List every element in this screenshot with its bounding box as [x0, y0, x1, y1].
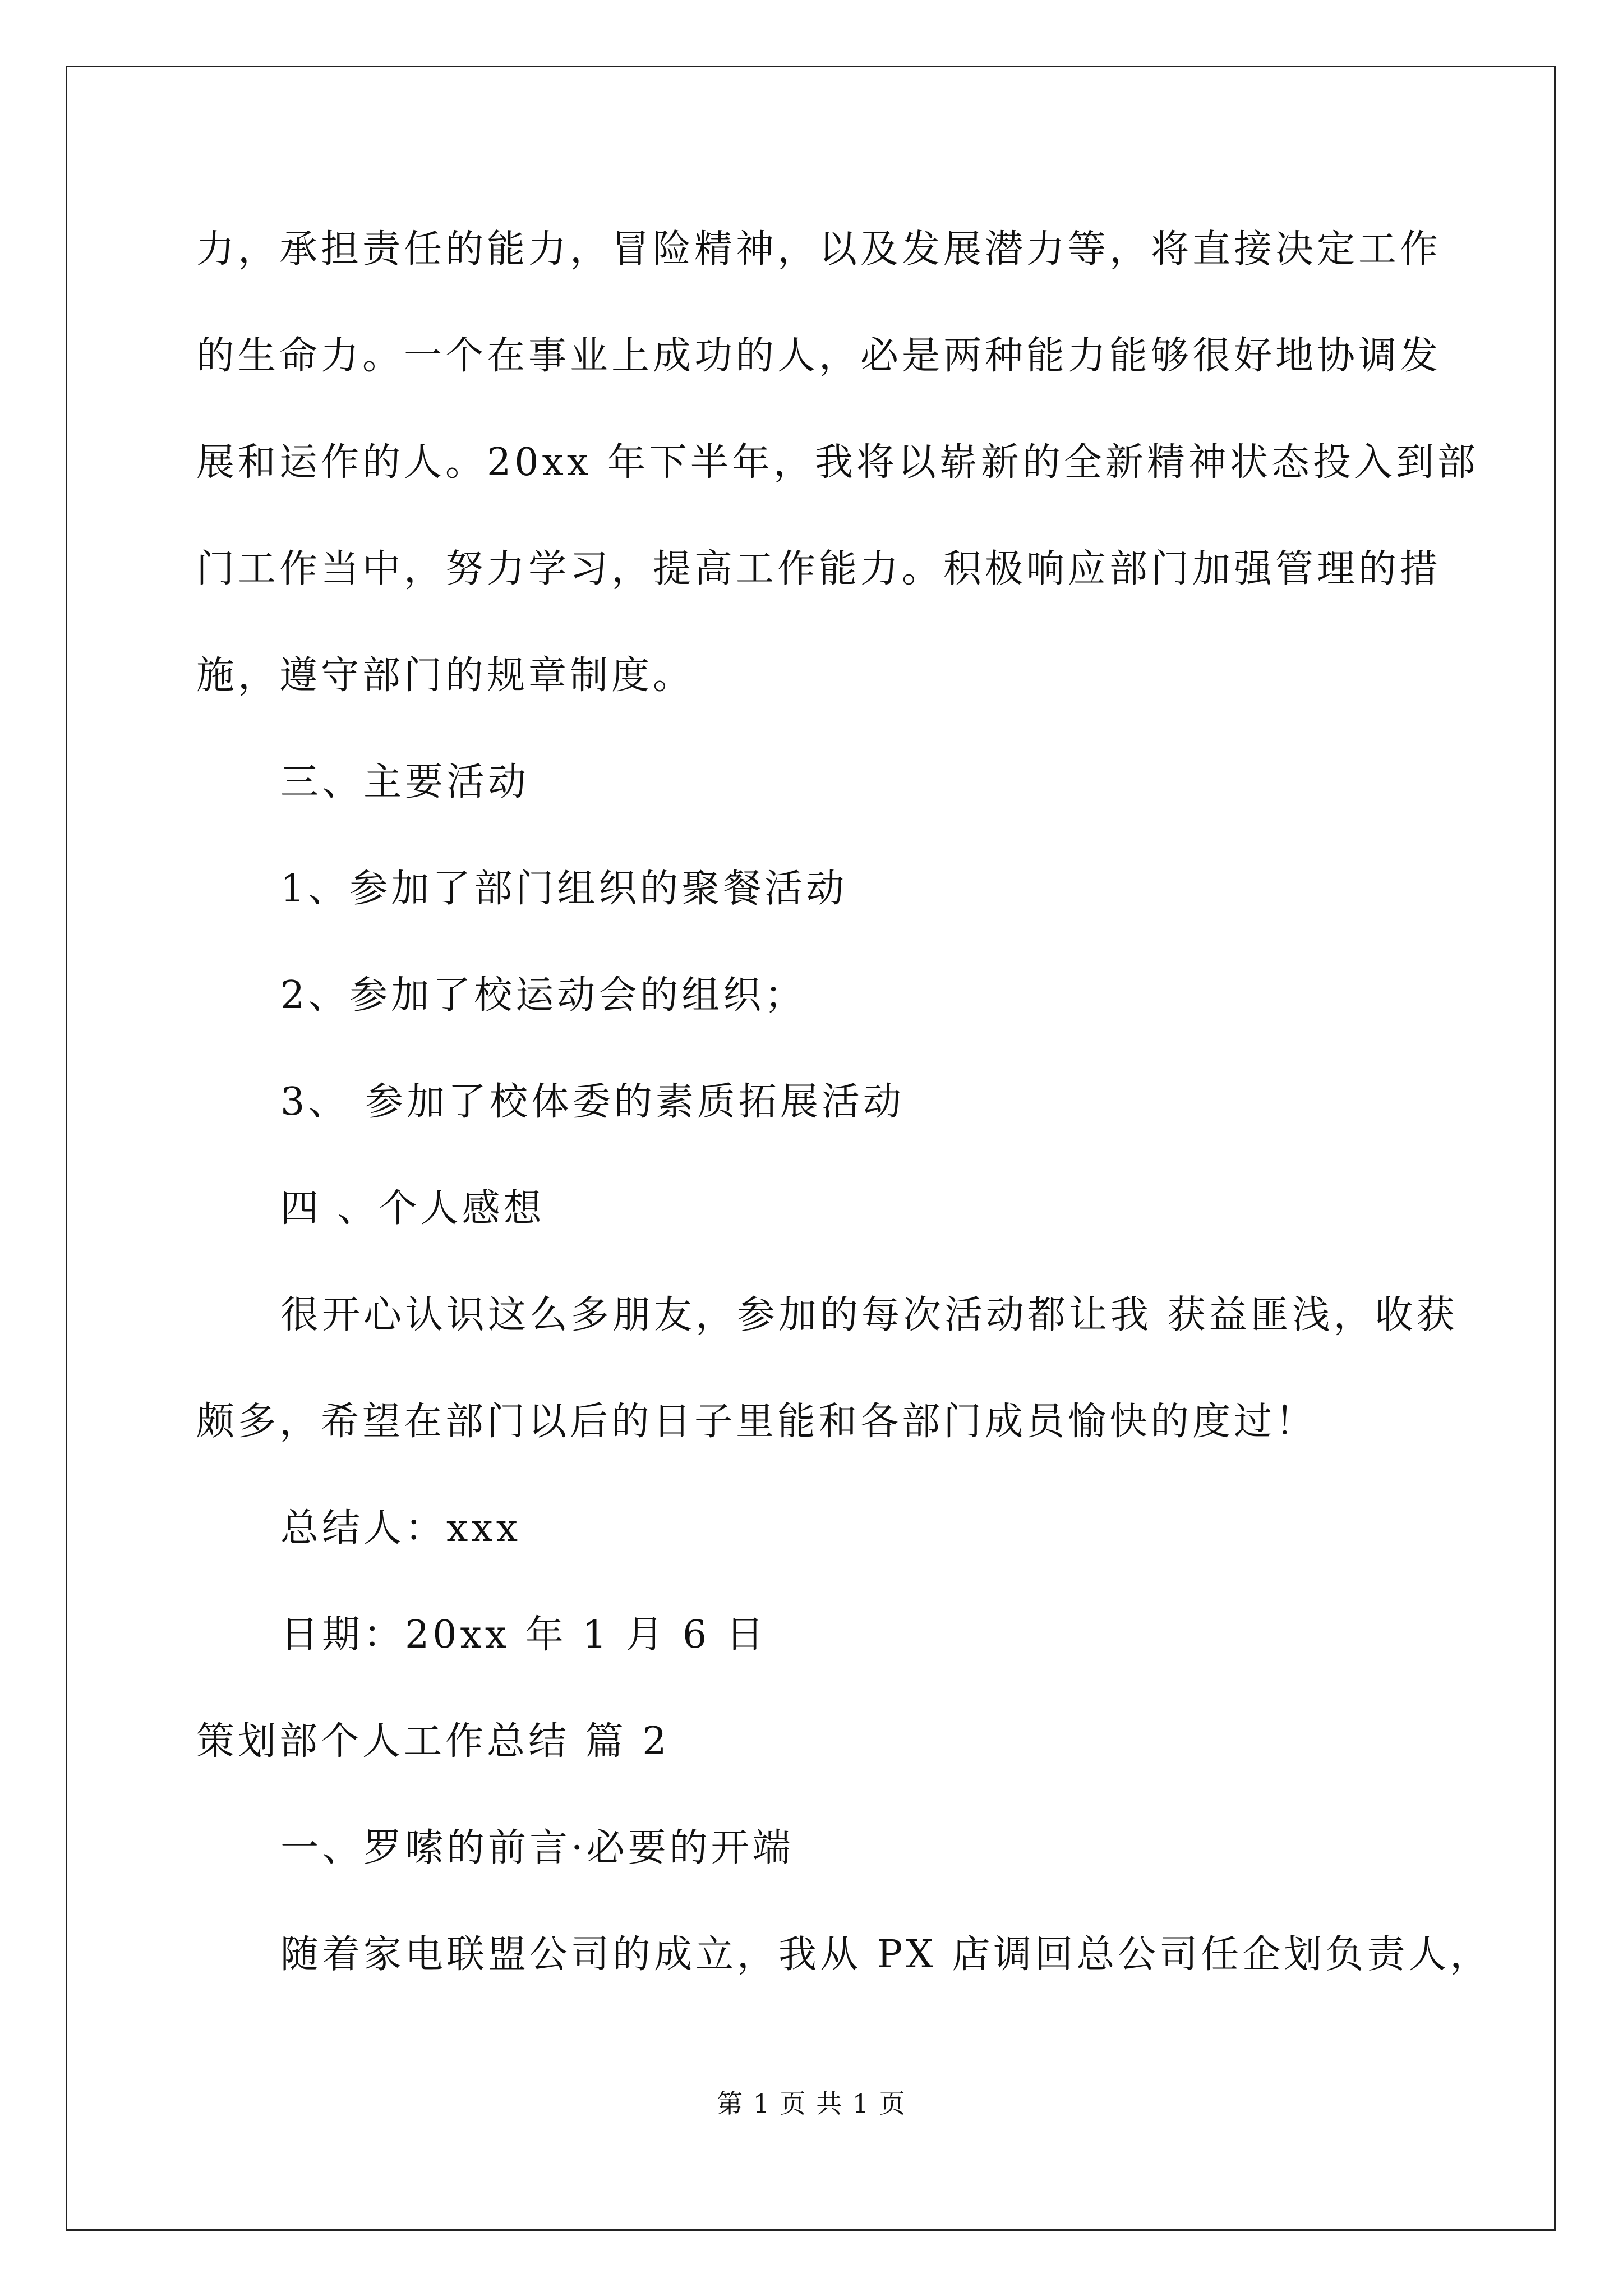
page-border	[66, 66, 1556, 2231]
list-item: 3、 参加了校体委的素质拓展活动	[280, 1080, 905, 1124]
page-footer: 第 1 页 共 1 页	[717, 2088, 906, 2119]
list-item: 1、参加了部门组织的聚餐活动	[280, 867, 848, 911]
body-line: 很开心认识这么多朋友，参加的每次活动都让我 获益匪浅，收获	[280, 1293, 1458, 1337]
section-heading: 四 、个人感想	[280, 1186, 545, 1231]
body-line: 的生命力。一个在事业上成功的人，必是两种能力能够很好地协调发	[196, 334, 1442, 378]
section-heading: 一、罗嗦的前言·必要的开端	[280, 1826, 794, 1870]
date-line: 日期：20xx 年 1 月 6 日	[280, 1613, 767, 1657]
section-heading: 三、主要活动	[280, 760, 530, 804]
body-line: 随着家电联盟公司的成立，我从 PX 店调回总公司任企划负责人，	[280, 1932, 1492, 1977]
body-line: 门工作当中，努力学习，提高工作能力。积极响应部门加强管理的措	[196, 547, 1442, 591]
body-line: 施，遵守部门的规章制度。	[196, 654, 695, 698]
article-title: 策划部个人工作总结 篇 2	[196, 1719, 670, 1764]
summarizer-line: 总结人：xxx	[280, 1506, 522, 1550]
body-line: 颇多，希望在部门以后的日子里能和各部门成员愉快的度过！	[196, 1400, 1317, 1444]
body-line: 展和运作的人。20xx 年下半年，我将以崭新的全新精神状态投入到部	[196, 440, 1479, 485]
body-line: 力，承担责任的能力，冒险精神，以及发展潜力等，将直接决定工作	[196, 227, 1442, 272]
list-item: 2、参加了校运动会的组织；	[280, 973, 806, 1018]
